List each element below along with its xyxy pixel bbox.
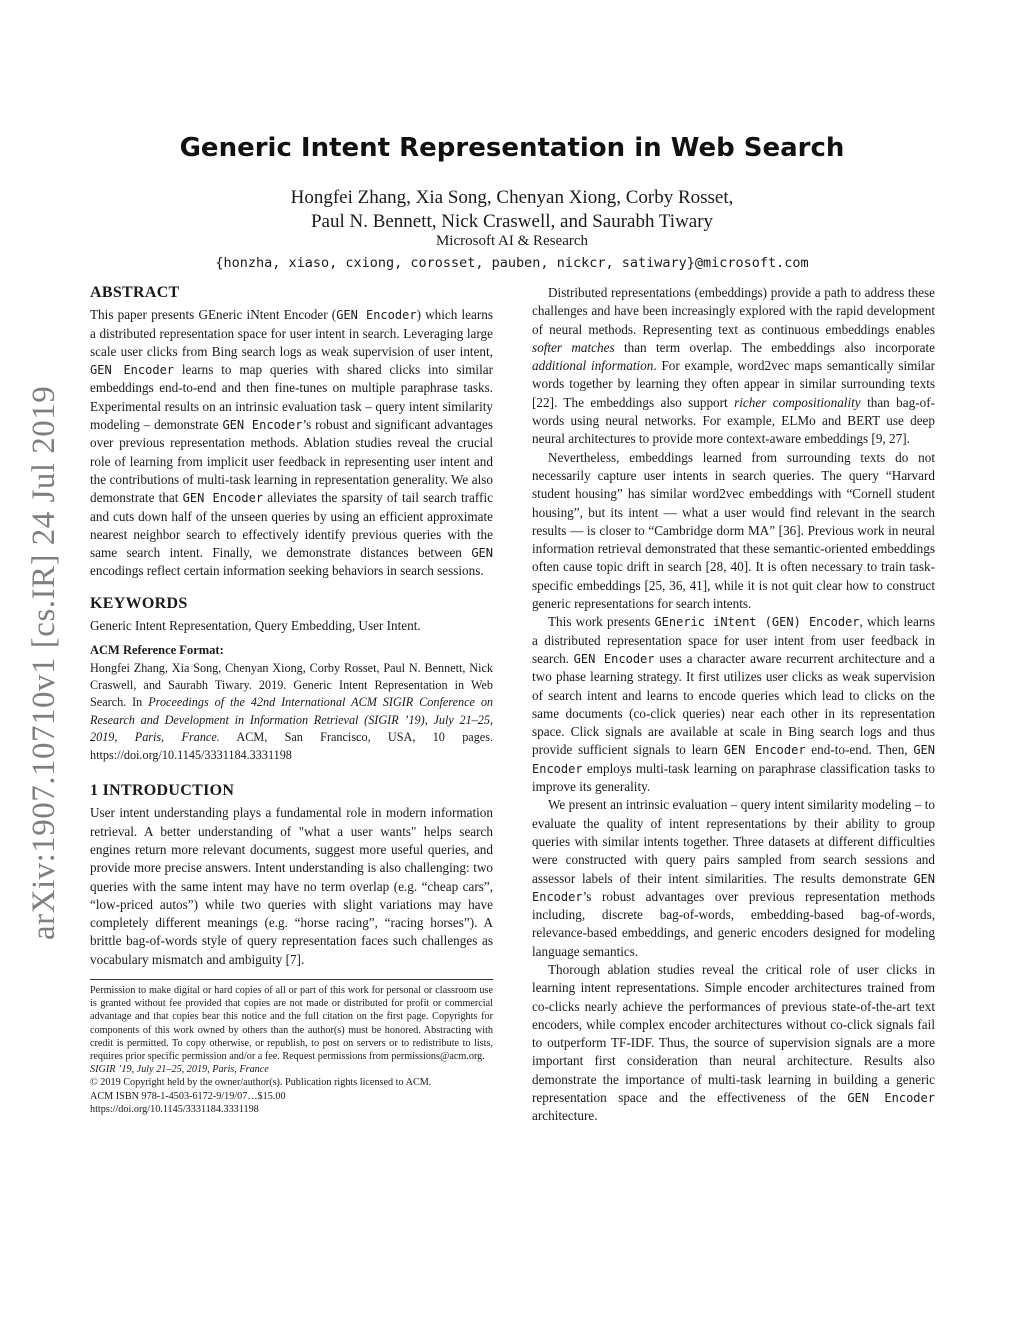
- paragraph-text: . For example, word2vec maps semantically similar words together by learning they often appear in similar surrounding texts [22]. The embeddings also support: [532, 358, 936, 410]
- acm-reference-text: Hongfei Zhang, Xia Song, Chenyan Xiong, Corby Rosset, Paul N. Bennett, Nick Craswell, and Saurabh Tiwary. 2019. Generic Intent Representation in Web Search. In: [90, 660, 493, 710]
- paragraph-text: employs multi-task learning on paraphrase classification tasks to improve its generality.: [532, 760, 935, 795]
- keywords-heading: KEYWORDS: [90, 594, 188, 612]
- emphasis-text: additional information: [532, 358, 654, 374]
- copyright-line: © 2019 Copyright held by the owner/author(s). Publication rights licensed to ACM.: [90, 1077, 432, 1089]
- abstract-text: ’s robust and significant advantages over previous representation methods. Ablation studies reveal the crucial role of learning from implicit user feedback in representing user intent and the contributions of multi-task learning in representation generality. We also demonstrate that: [90, 417, 494, 506]
- paragraph-text: We present an intrinsic evaluation – query intent similarity modeling – to evaluate the quality of intent representations by their ability to group queries with similar intents together. Three datasets at different difficulties were constructed with query pairs sampled from search sessions and assessor labels of their intent similarities. The results demonstrate: [532, 797, 935, 886]
- abstract-text: encodings reflect certain information seeking behaviors in search sessions.: [90, 563, 484, 579]
- emphasis-text: softer matches: [532, 339, 615, 355]
- code-text: GEN Encoder: [573, 651, 655, 666]
- right-column: [532, 284, 935, 1126]
- abstract-code: GEN Encoder: [336, 308, 417, 323]
- doi-line: https://doi.org/10.1145/3331184.3331198: [90, 1103, 259, 1115]
- introduction-paragraph: User intent understanding plays a fundamental role in modern information retrieval. A better understanding of "what a user wants" helps search engines return more relevant documents, suggest more useful queries, and provide more precise answers. Intent understanding is also challenging: two queries with the same intent may have no term overlap (e.g. “cheap cars”, “low-priced autos”) while two queries with slight variations may have completely different meanings (e.g. “horse racing”, “racing horses”). A brittle bag-of-words style of query representation faces such challenges as vocabulary mismatch and ambiguity [7].: [90, 805, 493, 967]
- abstract-text: alleviates the sparsity of tail search traffic and cuts down half of the unseen queries by using an efficient approximate nearest neighbor search to effectively identify previous queries with the same search intent. Finally, we demonstrate distances between: [90, 490, 493, 561]
- paragraph-text: architecture.: [532, 1108, 598, 1124]
- code-text: GEneric iNtent (GEN) Encoder: [654, 615, 860, 630]
- keywords-text: Generic Intent Representation, Query Embedding, User Intent.: [90, 618, 421, 634]
- acm-reference-heading: ACM Reference Format:: [90, 643, 224, 658]
- authors-line-1: Hongfei Zhang, Xia Song, Chenyan Xiong, Corby Rosset,: [290, 187, 734, 208]
- authors-line-2: Paul N. Bennett, Nick Craswell, and Saurabh Tiwary: [310, 211, 714, 232]
- author-list: [0, 186, 1024, 234]
- intro-paragraph-nevertheless: Nevertheless, embeddings learned from surrounding texts do not necessarily capture user intents in search queries. The query “Harvard student housing” has similar word2vec embeddings with “Cornell student housing”, but its intent — what a user would find relevant in the search results — is closer to “Cambridge dorm MA” [36]. Previous work in neural information retrieval demonstrated that these semantic-oriented embeddings often cause topic drift in search [28, 40]. It is often necessary to train task-specific embeddings [25, 36, 41], while it is not quit clear how to construct generic representations for search intents.: [532, 449, 935, 612]
- abstract-code: GEN: [471, 546, 493, 561]
- intro-paragraph-embeddings: [532, 284, 935, 449]
- isbn-line: ACM ISBN 978-1-4503-6172-9/19/07…$15.00: [90, 1090, 286, 1102]
- code-text: GEN Encoder: [847, 1091, 935, 1106]
- emphasis-text: richer compositionality: [734, 394, 861, 410]
- abstract-text: learns to map queries with shared clicks into similar embeddings end-to-end and then fine-tunes on multiple paraphrase tasks. Experimental results on an intrinsic evaluation task – query intent similarity modeling – demonstrate: [90, 362, 493, 433]
- conference-line: SIGIR ’19, July 21–25, 2019, Paris, France: [90, 1064, 269, 1076]
- code-text: GEN Encoder: [723, 743, 806, 758]
- abstract-body: [90, 306, 493, 580]
- code-text: GEN Encoder: [532, 871, 935, 904]
- abstract-heading: ABSTRACT: [90, 284, 180, 301]
- paragraph-text: uses a character aware recurrent architecture and a two phase learning strategy. It first utilizes user clicks as weak supervision of search intent and learns to encode queries which lead to clicks on the same documents (co-click queries) near each other in its representation space. Click signals are available at scale in Bing search logs and thus provide sufficient signals to learn: [532, 650, 935, 758]
- intro-paragraph-evaluation: [532, 796, 935, 961]
- introduction-heading: 1 INTRODUCTION: [90, 782, 235, 800]
- acm-reference-body: [90, 660, 493, 764]
- paragraph-text: end-to-end. Then,: [805, 742, 914, 758]
- paragraph-text: This work presents: [548, 614, 655, 630]
- author-emails: {honzha, xiaso, cxiong, corosset, pauben, nickcr, satiwary}@microsoft.com: [215, 255, 809, 271]
- permission-notice: Permission to make digital or hard copies of all or part of this work for personal or classroom use is granted without fee provided that copies are not made or distributed for profit or commercial advantage and that copies bear this notice and the full citation on the first page. Copyrights for components of this work owned by others than the author(s) must be honored. Abstracting with credit is permitted. To copy otherwise, or republish, to post on servers or to redistribute to lists, requires prior specific permission and/or a fee. Request permissions from permissions@acm.org.: [90, 985, 493, 1063]
- paragraph-text: than term overlap. The embeddings also incorporate: [614, 339, 935, 355]
- acm-reference-venue: Proceedings of the 42nd International ACM SIGIR Conference on Research and Development in Information Retrieval (SIGIR ’19), July 21–25, 2019, Paris, France.: [90, 695, 494, 745]
- paragraph-text: than bag-of-words using neural networks. For example, ELMo and BERT use deep neural architectures to provide more context-aware embeddings [9, 27].: [532, 394, 935, 447]
- paragraph-text: ’s robust advantages over previous representation methods including, discrete bag-of-words, embedding-based bag-of-words, relevance-based embeddings, and generic encoders designed for modeling language semantics.: [532, 888, 935, 959]
- abstract-text: ) which learns a distributed representation space for user intent in search. Leveraging large scale user clicks from Bing search logs as weak supervision of user intent,: [90, 307, 494, 359]
- paragraph-text: , which learns a distributed representation space for user intent from user feedback in search.: [532, 614, 935, 666]
- abstract-code: GEN Encoder: [182, 491, 264, 506]
- paper-title: Generic Intent Representation in Web Search: [179, 133, 845, 163]
- abstract-code: GEN Encoder: [222, 418, 303, 433]
- paragraph-text: Thorough ablation studies reveal the critical role of user clicks in learning intent representations. Simple encoder architectures trained from co-clicks nearly achieve the performances of previous state-of-the-art text encoders, while complex encoder architectures without co-click signals fail to outperform TF-IDF. Thus, the source of supervision signals are a more important first consideration than neural architecture. Results also demonstrate the importance of multi-task learning in building a generic representation space and the effectiveness of the: [532, 961, 935, 1106]
- arxiv-identifier: arXiv:1907.10710v1 [cs.IR] 24 Jul 2019: [26, 385, 62, 940]
- intro-paragraph-ablation: [532, 961, 935, 1126]
- abstract-code: GEN Encoder: [90, 363, 175, 378]
- paragraph-text: Distributed representations (embeddings) provide a path to address these challenges and have been increasingly explored with the rapid development of neural methods. Representing text as continuous embeddings enables: [532, 285, 935, 337]
- code-text: GEN Encoder: [532, 743, 936, 776]
- intro-paragraph-this-work: [532, 613, 935, 796]
- affiliation: Microsoft AI & Research: [435, 233, 589, 249]
- abstract-text: This paper presents GEneric iNtent Encoder (: [90, 307, 337, 323]
- acm-reference-text: ACM, San Francisco, USA, 10 pages. https://doi.org/10.1145/3331184.3331198: [90, 730, 493, 762]
- left-column: [90, 284, 493, 1116]
- copyright-block: [90, 979, 493, 1116]
